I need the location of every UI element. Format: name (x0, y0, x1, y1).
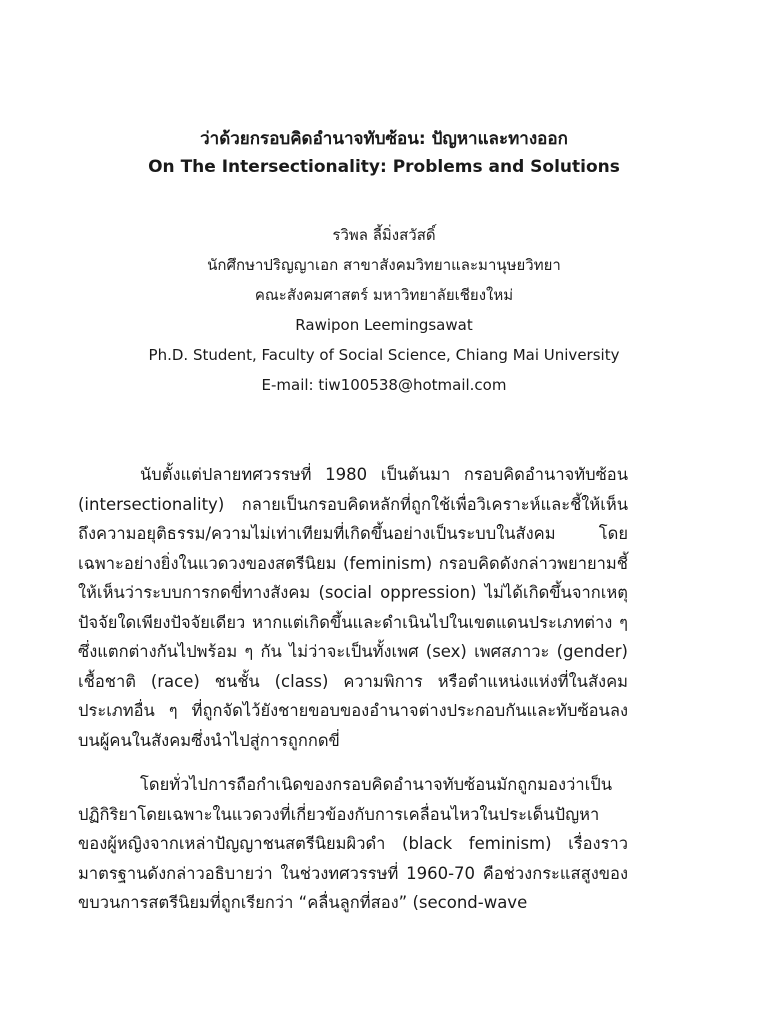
author-name-english: Rawipon Leemingsawat (295, 316, 473, 334)
paragraph: โดยทั่วไปการถือกำเนิดของกรอบคิดอำนาจทับซ้อนมักถูกมองว่าเป็นปฏิกิริยาโดยเฉพาะในแวดวงที่เกี่ยวข้องกับการเคลื่อนไหวในประเด็นปัญหาของผู้หญิงจากเหล่าปัญญาชนสตรีนิยมผิวดำ (black feminism) เรื่องราวมาตรฐานดังกล่าวอธิบายว่า ในช่วงทศวรรษที่ 1960-70 คือช่วงกระแสสูงของขบวนการสตรีนิยมที่ถูกเรียกว่า “คลื่นลูกที่สอง” (second-wave (78, 775, 628, 912)
body-text (78, 460, 628, 933)
author-block (0, 220, 768, 400)
author-faculty-thai: คณะสังคมศาสตร์ มหาวิทยาลัยเชียงใหม่ (254, 286, 514, 304)
paragraph: นับตั้งแต่ปลายทศวรรษที่ 1980 เป็นต้นมา กรอบคิดอำนาจทับซ้อน (intersectionality) กลายเป็นกรอบคิดหลักที่ถูกใช้เพื่อวิเคราะห์และชี้ให้เห็นถึงความอยุติธรรม/ความไม่เท่าเทียมที่เกิดขึ้นอย่างเป็นระบบในสังคม โดยเฉพาะอย่างยิ่งในแวดวงของสตรีนิยม (feminism) กรอบคิดดังกล่าวพยายามชี้ให้เห็นว่าระบบการกดขี่ทางสังคม (social oppression) ไม่ได้เกิดขึ้นจากเหตุปัจจัยใดเพียงปัจจัยเดียว หากแต่เกิดขึ้นและดำเนินไปในเขตแดนประเภทต่าง ๆ ซึ่งแตกต่างกันไปพร้อม ๆ กัน ไม่ว่าจะเป็นทั้งเพศ (sex) เพศสภาวะ (gender) เชื้อชาติ (race) ชนชั้น (class) ความพิการ หรือตำแหน่งแห่งที่ในสังคมประเภทอื่น ๆ ที่ถูกจัดไว้ยังชายขอบของอำนาจต่างประกอบกันและทับซ้อนลงบนผู้คนในสังคมซึ่งนำไปสู่การถูกกดขี่ (78, 465, 628, 750)
title-english: On The Intersectionality: Problems and Solutions (148, 157, 620, 177)
author-affiliation-english: Ph.D. Student, Faculty of Social Science, Chiang Mai University (148, 346, 620, 364)
title-thai: ว่าด้วยกรอบคิดอำนาจทับซ้อน: ปัญหาและทางออก (200, 129, 568, 149)
author-position-thai: นักศึกษาปริญญาเอก สาขาสังคมวิทยาและมานุษยวิทยา (207, 256, 561, 274)
author-email: E-mail: tiw100538@hotmail.com (261, 376, 507, 394)
author-name-thai: รวิพล ลี้มิ่งสวัสดิ์ (332, 226, 436, 244)
title-block (0, 126, 768, 182)
